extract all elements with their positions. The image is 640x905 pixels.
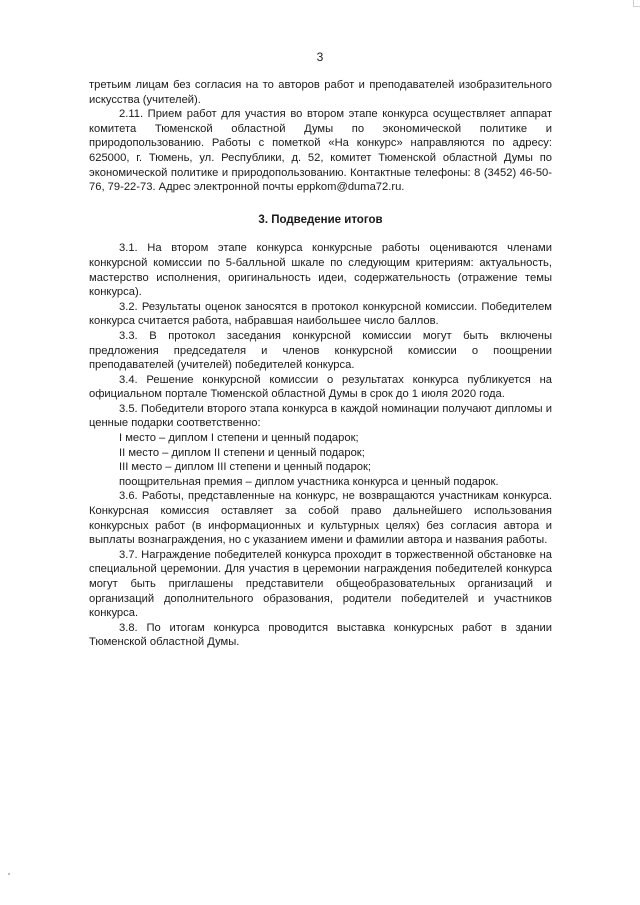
paragraph-2-11: 2.11. Прием работ для участия во втором этапе конкурса осуществляет аппарат комитета Тюменской областной Думы по экономической политике и природопользованию. Работы с пометкой «На конкурс» направляются по адресу: 625000, г. Тюмень, ул. Республики, д. 52, комитет Тюменской областной Думы по экономической политике и природопользованию. Контактные телефоны: 8 (3452) 46-50-76, 79-22-73. Адрес электронной почты eppkom@duma72.ru. bbox=[89, 108, 552, 194]
paragraph-3-6: 3.6. Работы, представленные на конкурс, не возвращаются участникам конкурса. Конкурсная комиссия оставляет за собой право дальнейшего использования конкурсных работ (в информационных и культурных целях) без согласия автора и выплаты вознаграждения, но с указанием имени и фамилии автора и названия работы. bbox=[89, 490, 552, 547]
award-line-third-place: III место – диплом III степени и ценный подарок; bbox=[119, 461, 372, 474]
paragraph-3-8: 3.8. По итогам конкурса проводится выставка конкурсных работ в здании Тюменской областной Думы. bbox=[89, 621, 552, 649]
award-line-first-place: I место – диплом I степени и ценный подарок; bbox=[119, 432, 359, 445]
paragraph-3-4: 3.4. Решение конкурсной комиссии о результатах конкурса публикуется на официальном портале Тюменской областной Думы в срок до 1 июля 2020 года. bbox=[89, 373, 552, 401]
paragraph-continuation: третьим лицам без согласия на то авторов работ и преподавателей изобразительного искусства (учителей). bbox=[89, 79, 552, 106]
page-number: 3 bbox=[316, 50, 324, 64]
paragraph-3-1: 3.1. На втором этапе конкурса конкурсные работы оцениваются членами конкурсной комиссии по 5-балльной шкале по следующим критериям: актуальность, мастерство исполнения, оригинальность идеи, содержательность (отражение темы конкурса). bbox=[89, 242, 552, 299]
document-body bbox=[89, 78, 552, 650]
section-body bbox=[89, 241, 552, 650]
scan-speck bbox=[8, 873, 10, 875]
paragraph-3-3: 3.3. В протокол заседания конкурсной комиссии могут быть включены предложения председателя и членов конкурсной комиссии о поощрении преподавателей (учителей) победителей конкурса. bbox=[89, 329, 552, 372]
section-title: 3. Подведение итогов bbox=[258, 213, 383, 226]
award-line-second-place: II место – диплом II степени и ценный подарок; bbox=[119, 446, 365, 459]
award-line-encouragement: поощрительная премия – диплом участника конкурса и ценный подарок. bbox=[119, 475, 499, 488]
paragraph-3-2: 3.2. Результаты оценок заносятся в протокол конкурсной комиссии. Победителем конкурса считается работа, набравшая наибольшее число баллов. bbox=[89, 300, 552, 328]
paragraph-3-7: 3.7. Награждение победителей конкурса проходит в торжественной обстановке на специальной церемонии. Для участия в церемонии награждения победителей конкурса могут быть приглашены представители общеобразовательных организаций и организаций дополнительного образования, родители победителей и участников конкурса. bbox=[89, 548, 552, 620]
paragraph-3-5: 3.5. Победители второго этапа конкурса в каждой номинации получают дипломы и ценные подарки соответственно: bbox=[89, 402, 552, 430]
scan-corner-mark bbox=[633, 0, 640, 7]
